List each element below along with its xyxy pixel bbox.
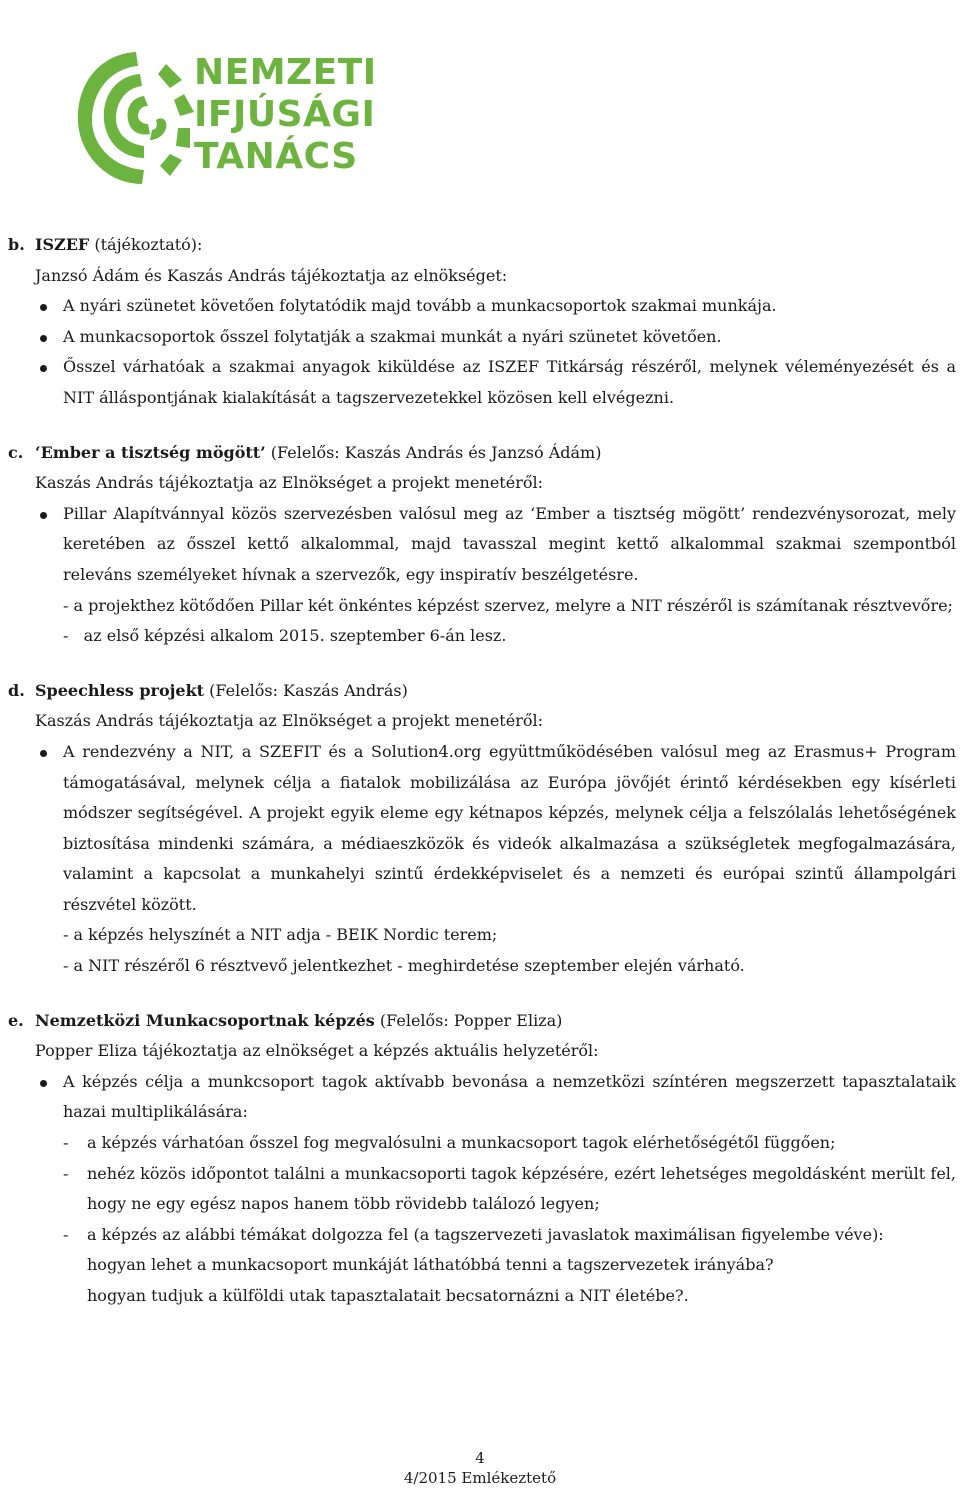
section-c-intro: Kaszás András tájékoztatja az Elnökséget a projekt menetéről: — [35, 473, 543, 493]
section-b-paren: (tájékoztató): — [89, 235, 203, 254]
list-item: - nehéz közös időpontot találni a munkacsoporti tagok képzésére, ezért lehetséges megoldásként merült fel, hogy ne egy egész napos hanem több rövidebb találozó legyen; — [63, 1163, 956, 1214]
list-item: Pillar Alapítvánnyal közös szervezésben valósul meg az ‘Ember a tisztség mögött’ rendezvénysorozat, mely keretében az ősszel kettő alkalommal, majd tavasszal megint kettő alkalommal szakmai szempontból releváns személyeket hívnak a szervezők, egy inspiratív beszélgetésre. — [8, 499, 956, 591]
section-d-paren: (Felelős: Kaszás András) — [204, 680, 408, 700]
section-e-title: Nemzetközi Munkacsoportnak képzés — [35, 1010, 375, 1030]
section-c-heading — [8, 438, 956, 469]
bullet-icon — [40, 365, 47, 372]
section-d-line-2: - a NIT részéről 6 résztvevő jelentkezhet - meghirdetése szeptember elején várható. — [63, 956, 745, 976]
section-d-line-1: - a képzés helyszínét a NIT adja - BEIK Nordic terem; — [63, 925, 498, 945]
section-b-title: ISZEF — [35, 235, 90, 254]
section-e-sub-2: hogyan tudjuk a külföldi utak tapasztalatait becsatornázni a NIT életébe?. — [87, 1286, 689, 1305]
bullet-icon — [40, 1080, 47, 1087]
section-e-heading — [8, 1006, 956, 1037]
section-c-letter: c. — [8, 442, 24, 462]
list-item: A nyári szünetet követően folytatódik majd tovább a munkacsoportok szakmai munkája. — [8, 291, 956, 322]
list-item: A képzés célja a munkcsoport tagok aktívabb bevonása a nemzetközi színtéren megszerzett tapasztalataik hazai multiplikálására: — [8, 1067, 956, 1128]
section-c-line-1: - a projekthez kötődően Pillar két önkéntes képzést szervez, melyre a NIT részéről is számítanak résztvevőre; — [63, 595, 953, 615]
list-item: - a képzés az alábbi témákat dolgozza fel (a tagszervezeti javaslatok maximálisan figyelembe véve): — [63, 1224, 884, 1244]
footer-doc-title: 4/2015 Emlékeztető — [403, 1469, 557, 1487]
logo-wordmark — [194, 52, 377, 178]
bullet-icon — [40, 512, 47, 519]
list-item: A munkacsoportok ősszel folytatják a szakmai munkát a nyári szünetet követően. — [8, 322, 956, 353]
section-b-heading — [8, 230, 956, 261]
spiral-logo-icon — [70, 44, 200, 194]
bullet-icon — [40, 750, 47, 757]
list-item: - a képzés várhatóan ősszel fog megvalósulni a munkacsoport tagok elérhetőségétől függően; — [63, 1133, 836, 1153]
section-e-paren: (Felelős: Popper Eliza) — [374, 1010, 563, 1030]
list-item: A rendezvény a NIT, a SZEFIT és a Solution4.org együttműködésében valósul meg az Erasmus+ Program támogatásával, melynek célja a fiatalok mobilizálása az Európa jövőjét érintő kérdésekben egy kísérleti módszer segítségével. A projekt egyik eleme egy kétnapos képzés, melynek célja a felszólalás lehetőségének biztosítása mindenki számára, a médiaeszközök és videók alkalmazása a szükségletek megfogalmazására, valamint a kapcsolat a munkahelyi szintű érdekképviselet és a nemzeti és európai szintű állampolgári részvétel között. — [8, 737, 956, 921]
section-e-intro: Popper Eliza tájékoztatja az elnökséget a képzés aktuális helyzetéről: — [35, 1041, 599, 1061]
logo-line-1: NEMZETI — [194, 52, 377, 93]
bullet-icon — [40, 335, 47, 342]
page-number: 4 — [475, 1449, 485, 1467]
section-d-intro: Kaszás András tájékoztatja az Elnökséget a projekt menetéről: — [35, 711, 543, 731]
section-b-intro: Janzsó Ádám és Kaszás András tájékoztatja az elnökséget: — [35, 265, 508, 285]
document-body — [8, 230, 956, 1312]
section-b-letter: b. — [8, 235, 25, 254]
logo-line-3: TANÁCS — [194, 136, 358, 177]
section-c-title: ‘Ember a tisztség mögött’ — [35, 442, 266, 462]
section-d-heading — [8, 676, 956, 707]
logo-line-2: IFJÚSÁGI — [194, 94, 376, 135]
section-e-sub-1: hogyan lehet a munkacsoport munkáját láthatóbbá tenni a tagszervezetek irányába? — [87, 1255, 774, 1275]
section-c-paren: (Felelős: Kaszás András és Janzsó Ádám) — [265, 442, 602, 462]
section-d-letter: d. — [8, 680, 25, 700]
list-item: Ősszel várhatóak a szakmai anyagok kiküldése az ISZEF Titkárság részéről, melynek véleményezését és a NIT álláspontjának kialakítását a tagszervezetekkel közösen kell elvégezni. — [8, 352, 956, 413]
section-e-letter: e. — [8, 1010, 24, 1030]
bullet-icon — [40, 304, 47, 311]
section-d-title: Speechless projekt — [35, 680, 205, 700]
section-c-line-2: - az első képzési alkalom 2015. szeptember 6-án lesz. — [63, 626, 507, 646]
